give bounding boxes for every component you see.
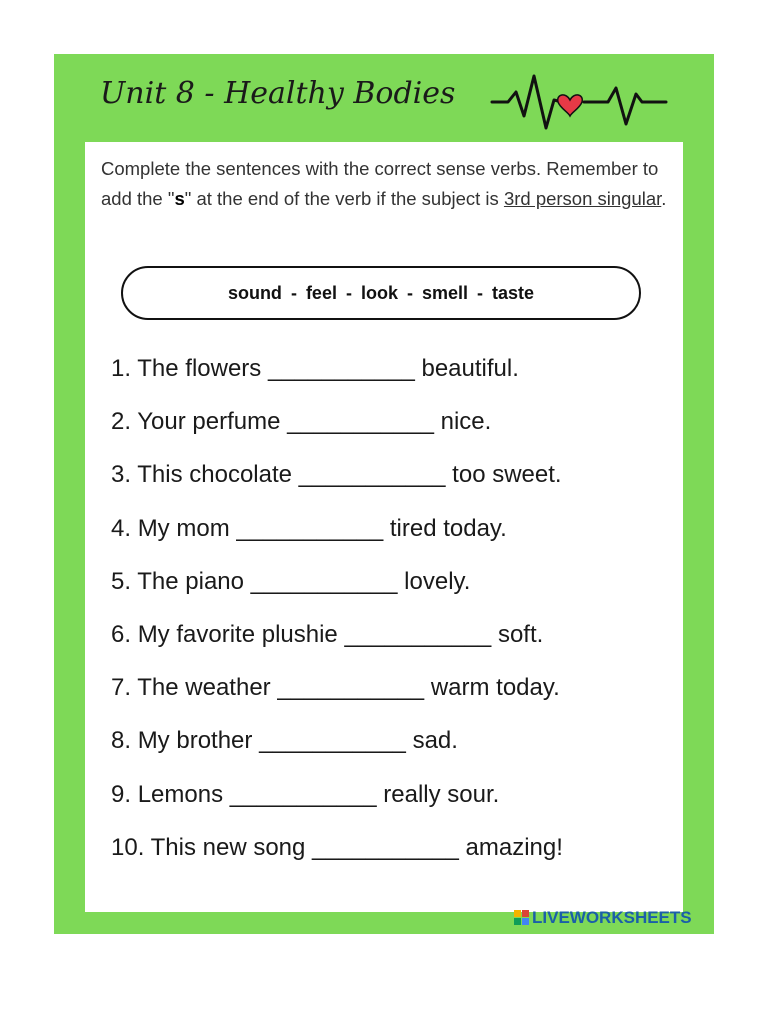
answer-blank[interactable]: ___________	[287, 408, 434, 436]
liveworksheets-logo-text: LIVEWORKSHEETS	[532, 908, 692, 927]
answer-blank[interactable]: ___________	[250, 567, 398, 595]
sentence-list	[111, 342, 563, 874]
word-bank-word: sound	[227, 282, 282, 303]
sentence-item: 3. This chocolate ___________ too sweet.	[111, 461, 562, 489]
answer-blank[interactable]: ___________	[344, 620, 492, 648]
sentence-item: 5. The piano ___________ lovely.	[111, 567, 471, 595]
answer-blank[interactable]: ___________	[277, 674, 425, 702]
answer-blank[interactable]: ___________	[236, 514, 384, 542]
sentence-item: 6. My favorite plushie ___________ soft.	[111, 620, 544, 648]
sentence-item: 8. My brother ___________ sad.	[111, 727, 458, 755]
sentence-item: 1. The flowers ___________ beautiful.	[111, 355, 519, 382]
word-bank-word: look	[360, 282, 398, 303]
answer-blank[interactable]: ___________	[312, 833, 459, 861]
word-bank-separator: -	[290, 282, 297, 303]
word-bank-word: smell	[421, 282, 469, 303]
word-bank-word: taste	[492, 282, 535, 303]
liveworksheets-logo-icon	[514, 910, 530, 926]
sentence-item: 7. The weather ___________ warm today.	[111, 674, 560, 702]
word-bank	[121, 266, 641, 320]
word-bank-separator: -	[406, 282, 413, 303]
answer-blank[interactable]: ___________	[259, 727, 406, 755]
sentence-item: 10. This new song ___________ amazing!	[111, 833, 563, 861]
emphasis-letter: s	[174, 188, 185, 209]
sentence-item: 9. Lemons ___________ really sour.	[111, 780, 500, 808]
answer-blank[interactable]: ___________	[229, 780, 377, 808]
heartbeat-heart-icon	[490, 70, 668, 132]
answer-blank[interactable]: ___________	[298, 461, 446, 489]
worksheet	[54, 54, 714, 934]
underlined-phrase: 3rd person singular	[503, 188, 662, 209]
sentence-item: 4. My mom ___________ tired today.	[111, 514, 507, 542]
worksheet-panel	[85, 142, 683, 912]
liveworksheets-logo	[514, 908, 692, 928]
word-bank-word: feel	[305, 282, 337, 303]
word-bank-separator: -	[477, 282, 484, 303]
answer-blank[interactable]: ___________	[267, 355, 415, 382]
sentence-item: 2. Your perfume ___________ nice.	[111, 408, 492, 436]
word-bank-separator: -	[345, 282, 352, 303]
instructions: Complete the sentences with the correct sense verbs. Remember to add the "s" at the end of the verb if the subject is 3rd person singular.	[101, 158, 667, 209]
worksheet-title: Unit 8 - Healthy Bodies	[100, 76, 456, 111]
